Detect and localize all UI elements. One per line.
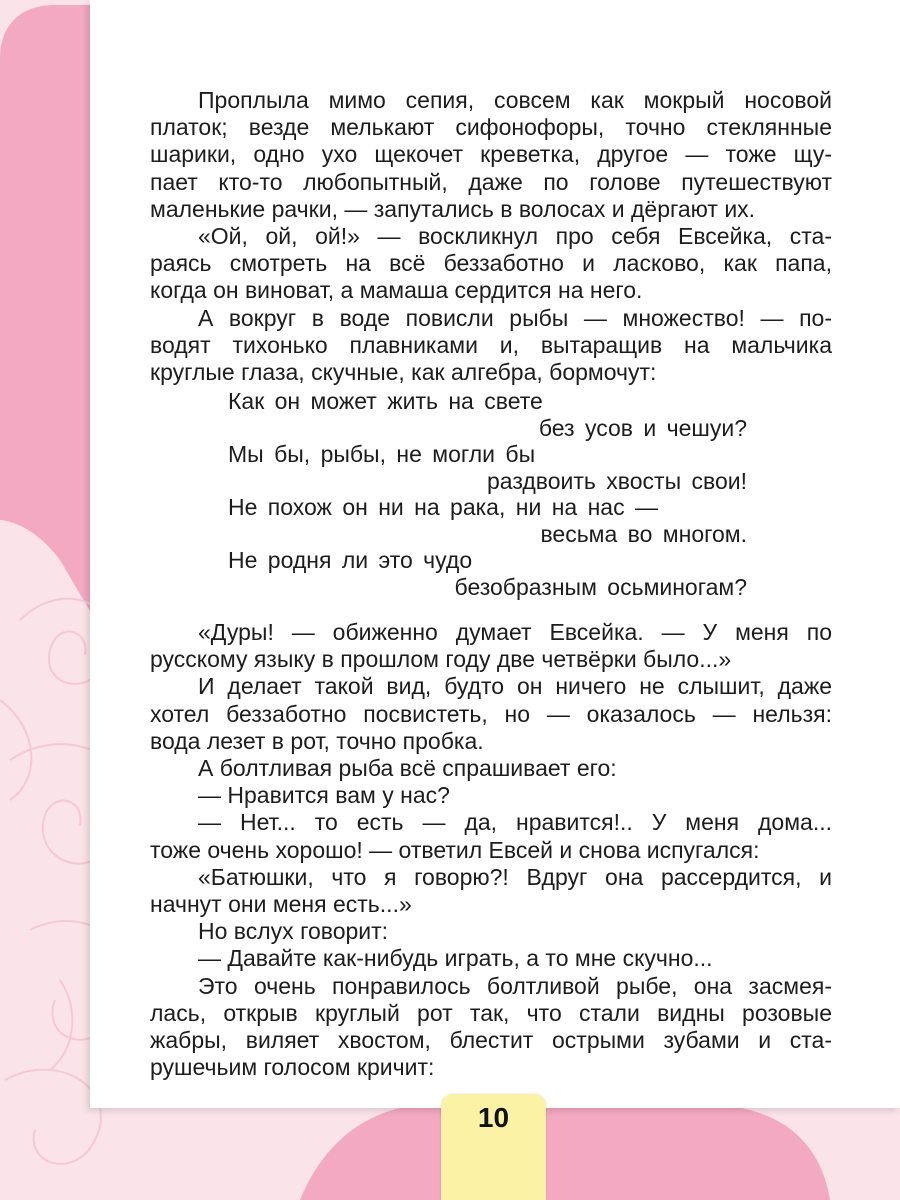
text-line: платок; везде мелькают сифонофоры, точно стеклянные: [150, 114, 832, 141]
text-line: раясь смотреть на всё беззаботно и ласково, как папа,: [150, 250, 832, 277]
poem-line: Не похож он ни на рака, ни на нас —: [228, 494, 658, 520]
text-line: круглые глаза, скучные, как алгебра, бормочут:: [150, 359, 657, 386]
text-line: — Нет... то есть — да, нравится!.. У меня дома...: [198, 809, 832, 836]
poem-line: Не родня ли это чудо: [228, 547, 473, 573]
text-line: русскому языку в прошлом году две четвёрки было...»: [150, 646, 732, 673]
text-line: рушечьим голосом кричит:: [150, 1054, 435, 1081]
poem-line: безобразным осьминогам?: [454, 574, 747, 600]
text-block-bottom: [150, 619, 832, 1081]
poem-line: Мы бы, рыбы, не могли бы: [228, 441, 536, 467]
text-line: — Нравится вам у нас?: [198, 782, 450, 809]
poem-line: Как он может жить на свете: [228, 388, 543, 414]
text-line: шарики, одно ухо щекочет креветка, другое — тоже щу-: [150, 141, 832, 168]
text-line: — Давайте как-нибудь играть, а то мне скучно...: [198, 945, 713, 972]
text-line: тоже очень хорошо! — ответил Евсей и снова испугался:: [150, 836, 760, 863]
text-line: «Дуры! — обиженно думает Евсейка. — У меня по: [198, 619, 832, 645]
text-line: маленькие рачки, — запутались в волосах и дёргают их.: [150, 195, 756, 222]
poem-line: раздвоить хвосты свои!: [487, 468, 747, 494]
text-line: начнут они меня есть...»: [150, 891, 412, 918]
text-line: хотел беззаботно посвистеть, но — оказалось — нельзя:: [150, 700, 832, 727]
text-line: Проплыла мимо сепия, совсем как мокрый носовой: [198, 87, 832, 113]
text-line: пает кто-то любопытный, даже по голове путешествуют: [150, 168, 832, 195]
text-line: А болтливая рыба всё спрашивает его:: [198, 755, 617, 782]
poem-line: без усов и чешуи?: [538, 415, 747, 441]
text-line: вода лезет в рот, точно пробка.: [150, 727, 484, 754]
page-number-badge: [441, 1094, 546, 1200]
poem-line: весьма во многом.: [540, 521, 747, 547]
text-line: лась, открыв круглый рот так, что стали видны розовые: [150, 999, 832, 1026]
text-line: А вокруг в воде повисли рыбы — множество! — по-: [198, 304, 832, 331]
text-line: жабры, виляет хвостом, блестит острыми зубами и ста-: [150, 1027, 832, 1054]
text-line: И делает такой вид, будто он ничего не слышит, даже: [198, 673, 832, 700]
text-line: «Батюшки, что я говорю?! Вдруг она рассердится, и: [198, 863, 832, 890]
pink-bottom-wave: [300, 1105, 830, 1200]
page-number: 10: [477, 1102, 510, 1133]
text-block-top: [150, 87, 832, 386]
text-line: «Ой, ой, ой!» — воскликнул про себя Евсейка, ста-: [198, 223, 832, 250]
text-line: Но вслух говорит:: [198, 918, 389, 945]
text-line: когда он виноват, а мамаша сердится на него.: [150, 277, 643, 304]
text-line: Это очень понравилось болтливой рыбе, она засмея-: [198, 972, 832, 999]
text-line: водят тихонько плавниками и, вытаращив на мальчика: [150, 331, 832, 358]
